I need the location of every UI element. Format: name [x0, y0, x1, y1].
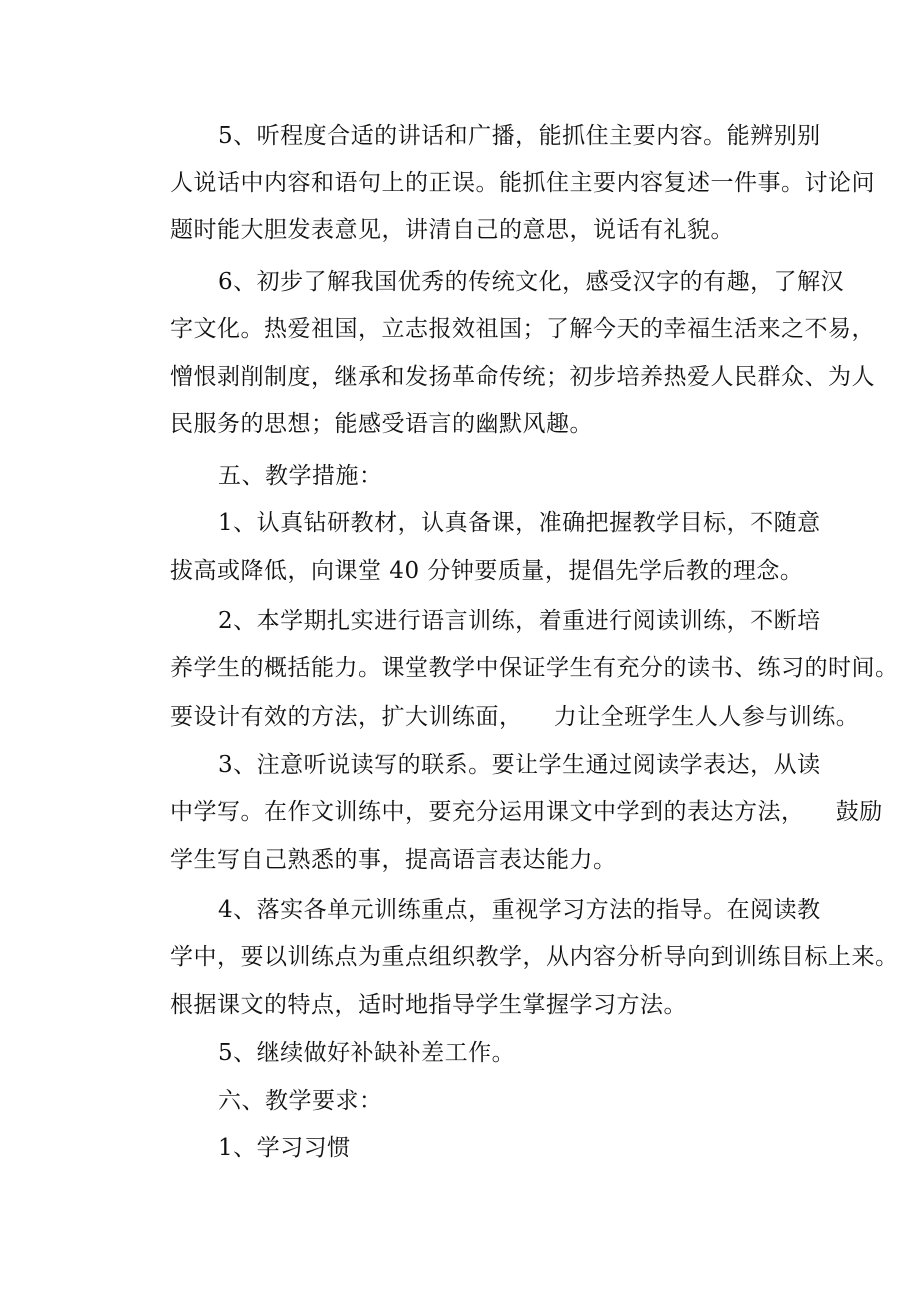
text-line: 根据课文的特点，适时地指导学生掌握学习方法。 — [170, 992, 687, 1018]
section-heading: 六、教学要求： — [218, 1088, 383, 1114]
text-line: 养学生的概括能力。课堂教学中保证学生有充分的读书、练习的时间。 — [170, 655, 899, 681]
text-line: 学生写自己熟悉的事，提高语言表达能力。 — [170, 847, 617, 873]
subsection-heading: 1、学习习惯 — [218, 1135, 351, 1161]
text-line: 憎恨剥削制度，继承和发扬革命传统；初步培养热爱人民群众、为人 — [170, 364, 875, 390]
text-line: 题时能大胆发表意见，讲清自己的意思，说话有礼貌。 — [170, 217, 734, 243]
text-line: 2、本学期扎实进行语言训练，着重进行阅读训练，不断培 — [218, 608, 821, 634]
text-line: 5、继续做好补缺补差工作。 — [218, 1040, 516, 1066]
text-line: 民服务的思想；能感受语言的幽默风趣。 — [170, 411, 593, 437]
text-line: 5、听程度合适的讲话和广播，能抓住主要内容。能辨别别 — [218, 123, 821, 149]
text-line: 学中，要以训练点为重点组织教学，从内容分析导向到训练目标上来。 — [170, 944, 899, 970]
text-line: 字文化。热爱祖国，立志报效祖国；了解今天的幸福生活来之不易， — [170, 316, 875, 342]
text-line: 人说话中内容和语句上的正误。能抓住主要内容复述一件事。讨论问 — [170, 170, 875, 196]
text-line: 4、落实各单元训练重点，重视学习方法的指导。在阅读教 — [218, 897, 821, 923]
text-line: 中学写。在作文训练中，要充分运用课文中学到的表达方法， 鼓励 — [170, 799, 883, 825]
text-line: 1、认真钻研教材，认真备课，准确把握教学目标，不随意 — [218, 510, 821, 536]
text-line: 要设计有效的方法，扩大训练面， 力让全班学生人人参与训练。 — [170, 704, 860, 730]
text-line: 6、初步了解我国优秀的传统文化，感受汉字的有趣，了解汉 — [218, 269, 845, 295]
text-line: 拔高或降低，向课堂 40 分钟要质量，提倡先学后教的理念。 — [170, 558, 804, 584]
text-line: 3、注意听说读写的联系。要让学生通过阅读学表达，从读 — [218, 752, 821, 778]
section-heading: 五、教学措施： — [218, 463, 383, 489]
